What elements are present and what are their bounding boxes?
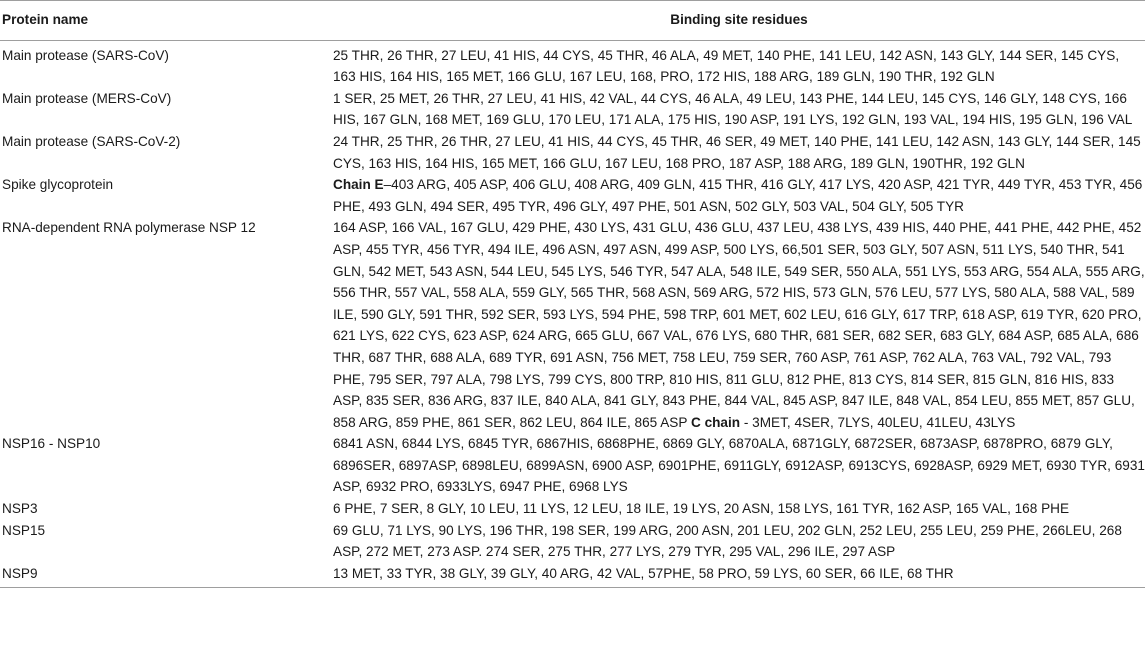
table-row (0, 563, 1145, 588)
table-header-row (0, 1, 1145, 41)
protein-name-cell: RNA-dependent RNA polymerase NSP 12 (2, 220, 256, 236)
protein-name-cell: Spike glycoprotein (2, 177, 114, 193)
protein-name-cell: NSP3 (2, 501, 38, 517)
table-row (0, 433, 1145, 498)
table-row (0, 131, 1145, 174)
residues-text-2: - 3MET, 4SER, 7LYS, 40LEU, 41LEU, 43LYS (740, 414, 1016, 430)
protein-name-cell: Main protease (MERS-CoV) (2, 90, 172, 106)
residues-text: –403 ARG, 405 ASP, 406 GLU, 408 ARG, 409 GLN, 415 THR, 416 GLY, 417 LYS, 420 ASP, 421 TYR, 449 TYR, 453 TYR, 456 PHE, 493 GLN, 494 SER, 495 TYR, 496 GLY, 497 PHE, 501 ASN, 502 GLY, 503 VAL, 504 GLY, 505 TYR (333, 177, 1143, 214)
header-protein-name: Protein name (0, 1, 331, 41)
residues-cell: 13 MET, 33 TYR, 38 GLY, 39 GLY, 40 ARG, 42 VAL, 57PHE, 58 PRO, 59 LYS, 60 SER, 66 ILE, 68 THR (331, 563, 1145, 588)
header-binding-site-residues: Binding site residues (331, 1, 1145, 41)
table-row (0, 174, 1145, 217)
residues-cell (331, 174, 1145, 217)
residues-cell: 1 SER, 25 MET, 26 THR, 27 LEU, 41 HIS, 42 VAL, 44 CYS, 46 ALA, 49 LEU, 143 PHE, 144 LEU, 145 CYS, 146 GLY, 148 CYS, 166 HIS, 167 GLN, 168 MET, 169 GLU, 170 LEU, 171 ALA, 175 HIS, 190 ASP, 191 LYS, 192 GLN, 193 VAL, 194 HIS, 195 GLN, 196 VAL (333, 90, 1133, 128)
table-row (0, 88, 1145, 131)
protein-name-cell: NSP16 - NSP10 (2, 436, 101, 452)
residues-cell (331, 217, 1145, 433)
residues-cell: 6 PHE, 7 SER, 8 GLY, 10 LEU, 11 LYS, 12 LEU, 18 ILE, 19 LYS, 20 ASN, 158 LYS, 161 TYR, 162 ASP, 165 VAL, 168 PHE (333, 501, 1070, 517)
protein-name-cell: Main protease (SARS-CoV-2) (2, 133, 181, 149)
residues-cell: 25 THR, 26 THR, 27 LEU, 41 HIS, 44 CYS, 45 THR, 46 ALA, 49 MET, 140 PHE, 141 LEU, 142 ASN, 143 GLY, 144 SER, 145 CYS, 163 HIS, 164 HIS, 165 MET, 166 GLU, 167 LEU, 168, PRO, 172 HIS, 188 ARG, 189 GLN, 190 THR, 192 GLN (333, 47, 1120, 85)
residues-text: 164 ASP, 166 VAL, 167 GLU, 429 PHE, 430 LYS, 431 GLU, 436 GLU, 437 LEU, 438 LYS, 439 HIS, 440 PHE, 441 PHE, 442 PHE, 452 ASP, 455 TYR, 456 TYR, 494 ILE, 496 ASN, 497 ASN, 499 ASP, 500 LYS, 66,501 SER, 503 GLY, 507 ASN, 511 LYS, 540 THR, 541 GLN, 542 MET, 543 ASN, 544 LEU, 545 LYS, 546 TYR, 547 ALA, 548 ILE, 549 SER, 550 ALA, 551 LYS, 553 ARG, 554 ALA, 555 ARG, 556 THR, 557 VAL, 558 ALA, 559 GLY, 565 THR, 568 ASN, 569 ARG, 572 HIS, 573 GLN, 576 LEU, 577 LYS, 580 ALA, 588 VAL, 589 ILE, 590 GLY, 591 THR, 592 SER, 593 LYS, 594 PHE, 598 TRP, 601 MET, 602 LEU, 616 GLY, 617 TRP, 618 ASP, 619 TYR, 620 PRO, 621 LYS, 622 CYS, 623 ASP, 624 ARG, 665 GLU, 667 VAL, 676 LYS, 680 THR, 681 SER, 682 SER, 683 GLY, 684 ASP, 685 ALA, 686 THR, 687 THR, 688 ALA, 689 TYR, 691 ASN, 756 MET, 758 LEU, 759 SER, 760 ASP, 761 ASP, 762 ALA, 763 VAL, 792 VAL, 793 PHE, 795 SER, 797 ALA, 798 LYS, 799 CYS, 800 TRP, 810 HIS, 811 GLU, 812 PHE, 813 CYS, 814 SER, 815 GLN, 816 HIS, 833 ASP, 835 SER, 836 ARG, 837 ILE, 840 ALA, 841 GLY, 843 PHE, 844 VAL, 845 ASP, 847 ILE, 848 VAL, 854 LEU, 855 MET, 857 GLU, 858 ARG, 859 PHE, 861 SER, 862 LEU, 864 ILE, 865 ASP (333, 220, 1145, 430)
chain-label: Chain E (333, 177, 384, 193)
chain-label: C chain (690, 414, 741, 430)
protein-name-cell: Main protease (SARS-CoV) (2, 47, 169, 63)
table-row (0, 40, 1145, 88)
residues-cell: 69 GLU, 71 LYS, 90 LYS, 196 THR, 198 SER, 199 ARG, 200 ASN, 201 LEU, 202 GLN, 252 LEU, 255 LEU, 259 PHE, 266LEU, 268 ASP, 272 MET, 273 ASP. 274 SER, 275 THR, 277 LYS, 279 TYR, 295 VAL, 296 ILE, 297 ASP (333, 522, 1122, 560)
table-row (0, 520, 1145, 563)
table-row (0, 498, 1145, 520)
table-row (0, 217, 1145, 433)
residues-cell: 24 THR, 25 THR, 26 THR, 27 LEU, 41 HIS, 44 CYS, 45 THR, 46 SER, 49 MET, 140 PHE, 141 LEU, 142 ASN, 143 GLY, 144 SER, 145 CYS, 163 HIS, 164 HIS, 165 MET, 166 GLU, 167 LEU, 168 PRO, 187 ASP, 188 ARG, 189 GLN, 190THR, 192 GLN (333, 133, 1141, 171)
protein-name-cell: NSP9 (0, 563, 331, 588)
protein-name-cell: NSP15 (2, 522, 46, 538)
residues-cell: 6841 ASN, 6844 LYS, 6845 TYR, 6867HIS, 6868PHE, 6869 GLY, 6870ALA, 6871GLY, 6872SER, 6873ASP, 6878PRO, 6879 GLY, 6896SER, 6897ASP, 6898LEU, 6899ASN, 6900 ASP, 6901PHE, 6911GLY, 6912ASP, 6913CYS, 6928ASP, 6929 MET, 6930 TYR, 6931 ASP, 6932 PRO, 6933LYS, 6947 PHE, 6968 LYS (333, 436, 1145, 495)
